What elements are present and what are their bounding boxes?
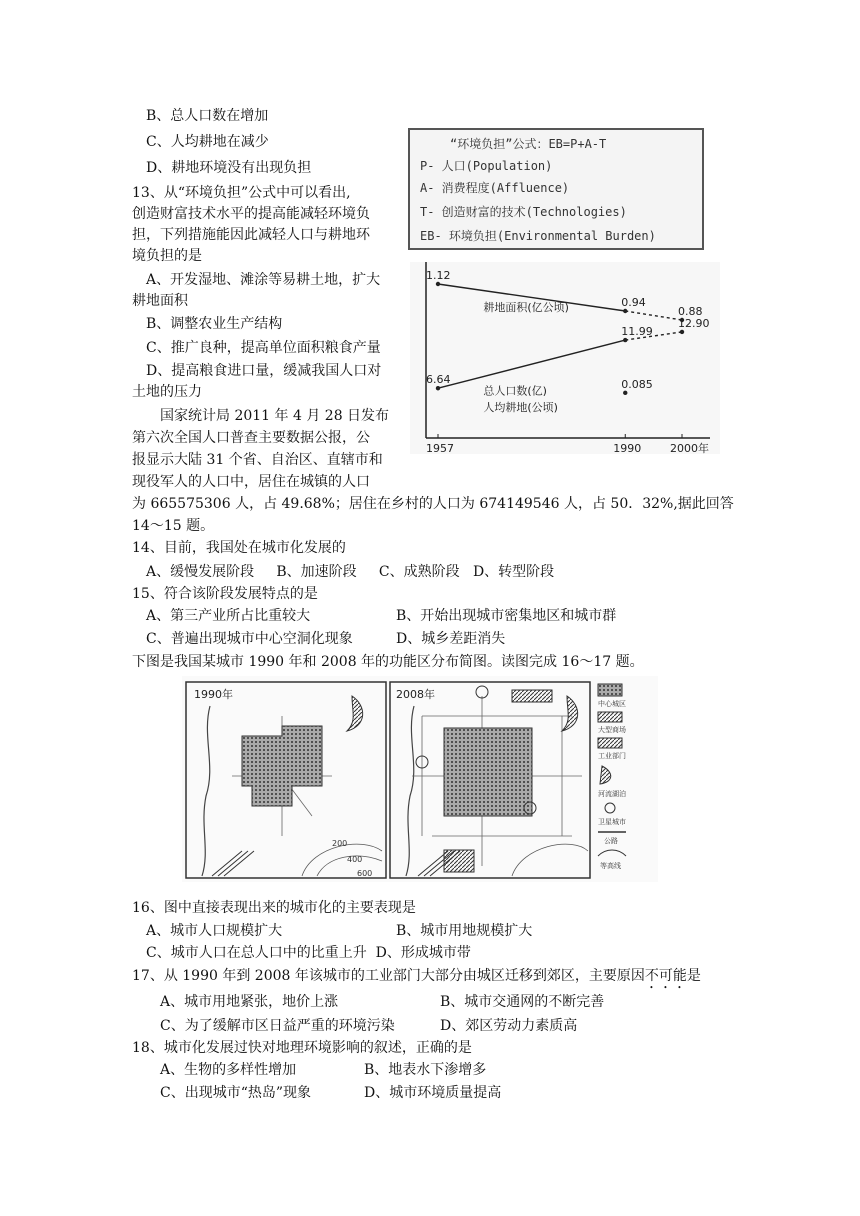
contour-label-400: 400 (347, 855, 363, 864)
q16-option-b: B、城市用地规模扩大 (396, 923, 533, 939)
q16-option-a: A、城市人口规模扩大 (146, 923, 283, 939)
series-0-label-1: 0.94 (621, 296, 646, 309)
q12-option-d: D、耕地环境没有出现负担 (146, 160, 312, 176)
q13-option-d-cont: 土地的压力 (132, 384, 202, 400)
q16-option-cd: C、城市人口在总人口中的比重上升 D、形成城市带 (146, 945, 471, 961)
q13-option-d: D、提高粮食进口量，缓减我国人口对 (146, 363, 382, 379)
mall-2008 (512, 690, 552, 702)
series-1-point-0 (436, 386, 440, 390)
panel-1990-label: 1990年 (194, 688, 233, 701)
q14-options: A、缓慢发展阶段 B、加速阶段 C、成熟阶段 D、转型阶段 (146, 564, 555, 580)
series-1-point-1 (623, 338, 627, 342)
q15-option-b: B、开始出现城市密集地区和城市群 (396, 608, 617, 624)
city-center-2008 (444, 728, 532, 816)
formula-eb: EB- 环境负担(Environmental Burden) (420, 229, 656, 243)
legend-water: 河流湖泊 (598, 790, 626, 798)
passage-line-3: 报显示大陆 31 个省、自治区、直辖市和 (132, 452, 383, 468)
legend-industry: 工业部门 (598, 752, 626, 760)
population-farmland-trend-chart (410, 262, 720, 454)
q17-stem-post: 是 (686, 968, 701, 984)
formula-p: P- 人口(Population) (420, 159, 553, 173)
legend-mall: 大型商场 (598, 726, 626, 734)
x-tick-label-1: 1990 (613, 442, 642, 454)
q15-stem: 15、符合该阶段发展特点的是 (132, 586, 318, 602)
q17-option-a: A、城市用地紧张，地价上涨 (160, 994, 339, 1010)
q18-stem: 18、城市化发展过快对地理环境影响的叙述，正确的是 (132, 1040, 472, 1056)
q18-option-a: A、生物的多样性增加 (160, 1062, 297, 1078)
q17-stem-emphasis: 不可能 (644, 968, 687, 984)
panel-2008-label: 2008年 (396, 688, 435, 701)
q17-option-c: C、为了缓解市区日益严重的环境污染 (160, 1018, 395, 1034)
series-0-label-0: 1.12 (426, 269, 451, 282)
formula-title: “环境负担”公式：EB=P+A-T (450, 137, 607, 151)
q14-stem: 14、目前，我国处在城市化发展的 (132, 540, 346, 556)
series-2-point-1 (623, 391, 627, 395)
q13-stem-3: 担，下列措施能因此减轻人口与耕地环 (132, 227, 370, 243)
series-0-name: 耕地面积(亿公顷) (483, 301, 569, 314)
contour-label-200: 200 (332, 839, 348, 848)
series-1-label-1: 11.99 (621, 325, 653, 339)
q17-stem-pre: 17、从 1990 年到 2008 年该城市的工业部门大部分由城区迁移到郊区，主要原因 (132, 968, 645, 984)
q17-option-b: B、城市交通网的不断完善 (440, 994, 605, 1010)
chart-background (410, 262, 720, 454)
legend-swatch-center (598, 684, 622, 696)
passage-line-5: 为 665575306 人，占 49.68%；居住在乡村的人口为 674149546 人，占 50．32%,据此回答 (132, 496, 734, 512)
series-0-label-2: 0.88 (678, 305, 703, 318)
q15-option-d: D、城乡差距消失 (396, 631, 506, 647)
passage-line-6: 14～15 题。 (132, 518, 215, 534)
city-functional-zone-map (182, 676, 658, 882)
series-1-label-2: 12.90 (678, 316, 710, 330)
q12-option-c: C、人均耕地在减少 (146, 134, 269, 150)
q18-option-c: C、出现城市“热岛”现象 (160, 1085, 312, 1101)
legend-road: 公路 (604, 837, 618, 845)
q18-option-b: B、地表水下渗增多 (364, 1062, 487, 1078)
passage-line-2: 第六次全国人口普查主要数据公报，公 (132, 430, 370, 446)
q17-option-d: D、郊区劳动力素质高 (440, 1018, 578, 1034)
formula-t: T- 创造财富的技术(Technologies) (420, 205, 627, 219)
q13-option-c: C、推广良种，提高单位面积粮食产量 (146, 340, 381, 356)
legend-center: 中心城区 (598, 700, 626, 708)
q15-option-c: C、普遍出现城市中心空洞化现象 (146, 631, 353, 647)
passage-line-4: 现役军人的人口中，居住在城镇的人口 (132, 474, 370, 490)
x-tick-label-2: 2000年 (670, 442, 709, 454)
q17-stem (132, 966, 701, 992)
q16-stem: 16、图中直接表现出来的城市化的主要表现是 (132, 900, 416, 916)
q13-stem-4: 境负担的是 (132, 248, 202, 264)
x-tick-label-0: 1957 (426, 442, 454, 454)
legend-swatch-mall (598, 712, 622, 722)
q13-stem-1: 13、从“环境负担”公式中可以看出, (132, 185, 351, 201)
q18-option-d: D、城市环境质量提高 (364, 1085, 502, 1101)
map-intro: 下图是我国某城市 1990 年和 2008 年的功能区分布简图。读图完成 16～17 题。 (132, 654, 644, 670)
q13-option-a-cont: 耕地面积 (132, 293, 188, 309)
passage-line-1: 国家统计局 2011 年 4 月 28 日发布 (160, 408, 390, 424)
legend-satellite: 卫星城市 (598, 818, 626, 826)
q12-option-b: B、总人口数在增加 (146, 108, 269, 124)
q13-option-a: A、开发湿地、滩涂等易耕土地，扩大 (146, 272, 381, 288)
q13-stem-2: 创造财富技术水平的提高能减轻环境负 (132, 206, 370, 222)
series-0-point-1 (623, 309, 627, 313)
series-0-point-0 (436, 282, 440, 286)
legend-swatch-industry (598, 738, 622, 748)
series-2-label-1: 0.085 (621, 377, 653, 391)
formula-a: A- 消费程度(Affluence) (420, 181, 570, 195)
legend-contour: 等高线 (600, 862, 621, 870)
q13-option-b: B、调整农业生产结构 (146, 316, 283, 332)
series-2-name: 人均耕地(公顷) (483, 401, 558, 414)
series-1-name: 总人口数(亿) (483, 384, 547, 398)
environmental-burden-formula-box (408, 128, 704, 250)
series-1-point-2 (680, 330, 684, 334)
contour-label-600: 600 (357, 869, 373, 878)
series-1-label-0: 6.64 (426, 373, 451, 387)
q15-option-a: A、第三产业所占比重较大 (146, 608, 311, 624)
